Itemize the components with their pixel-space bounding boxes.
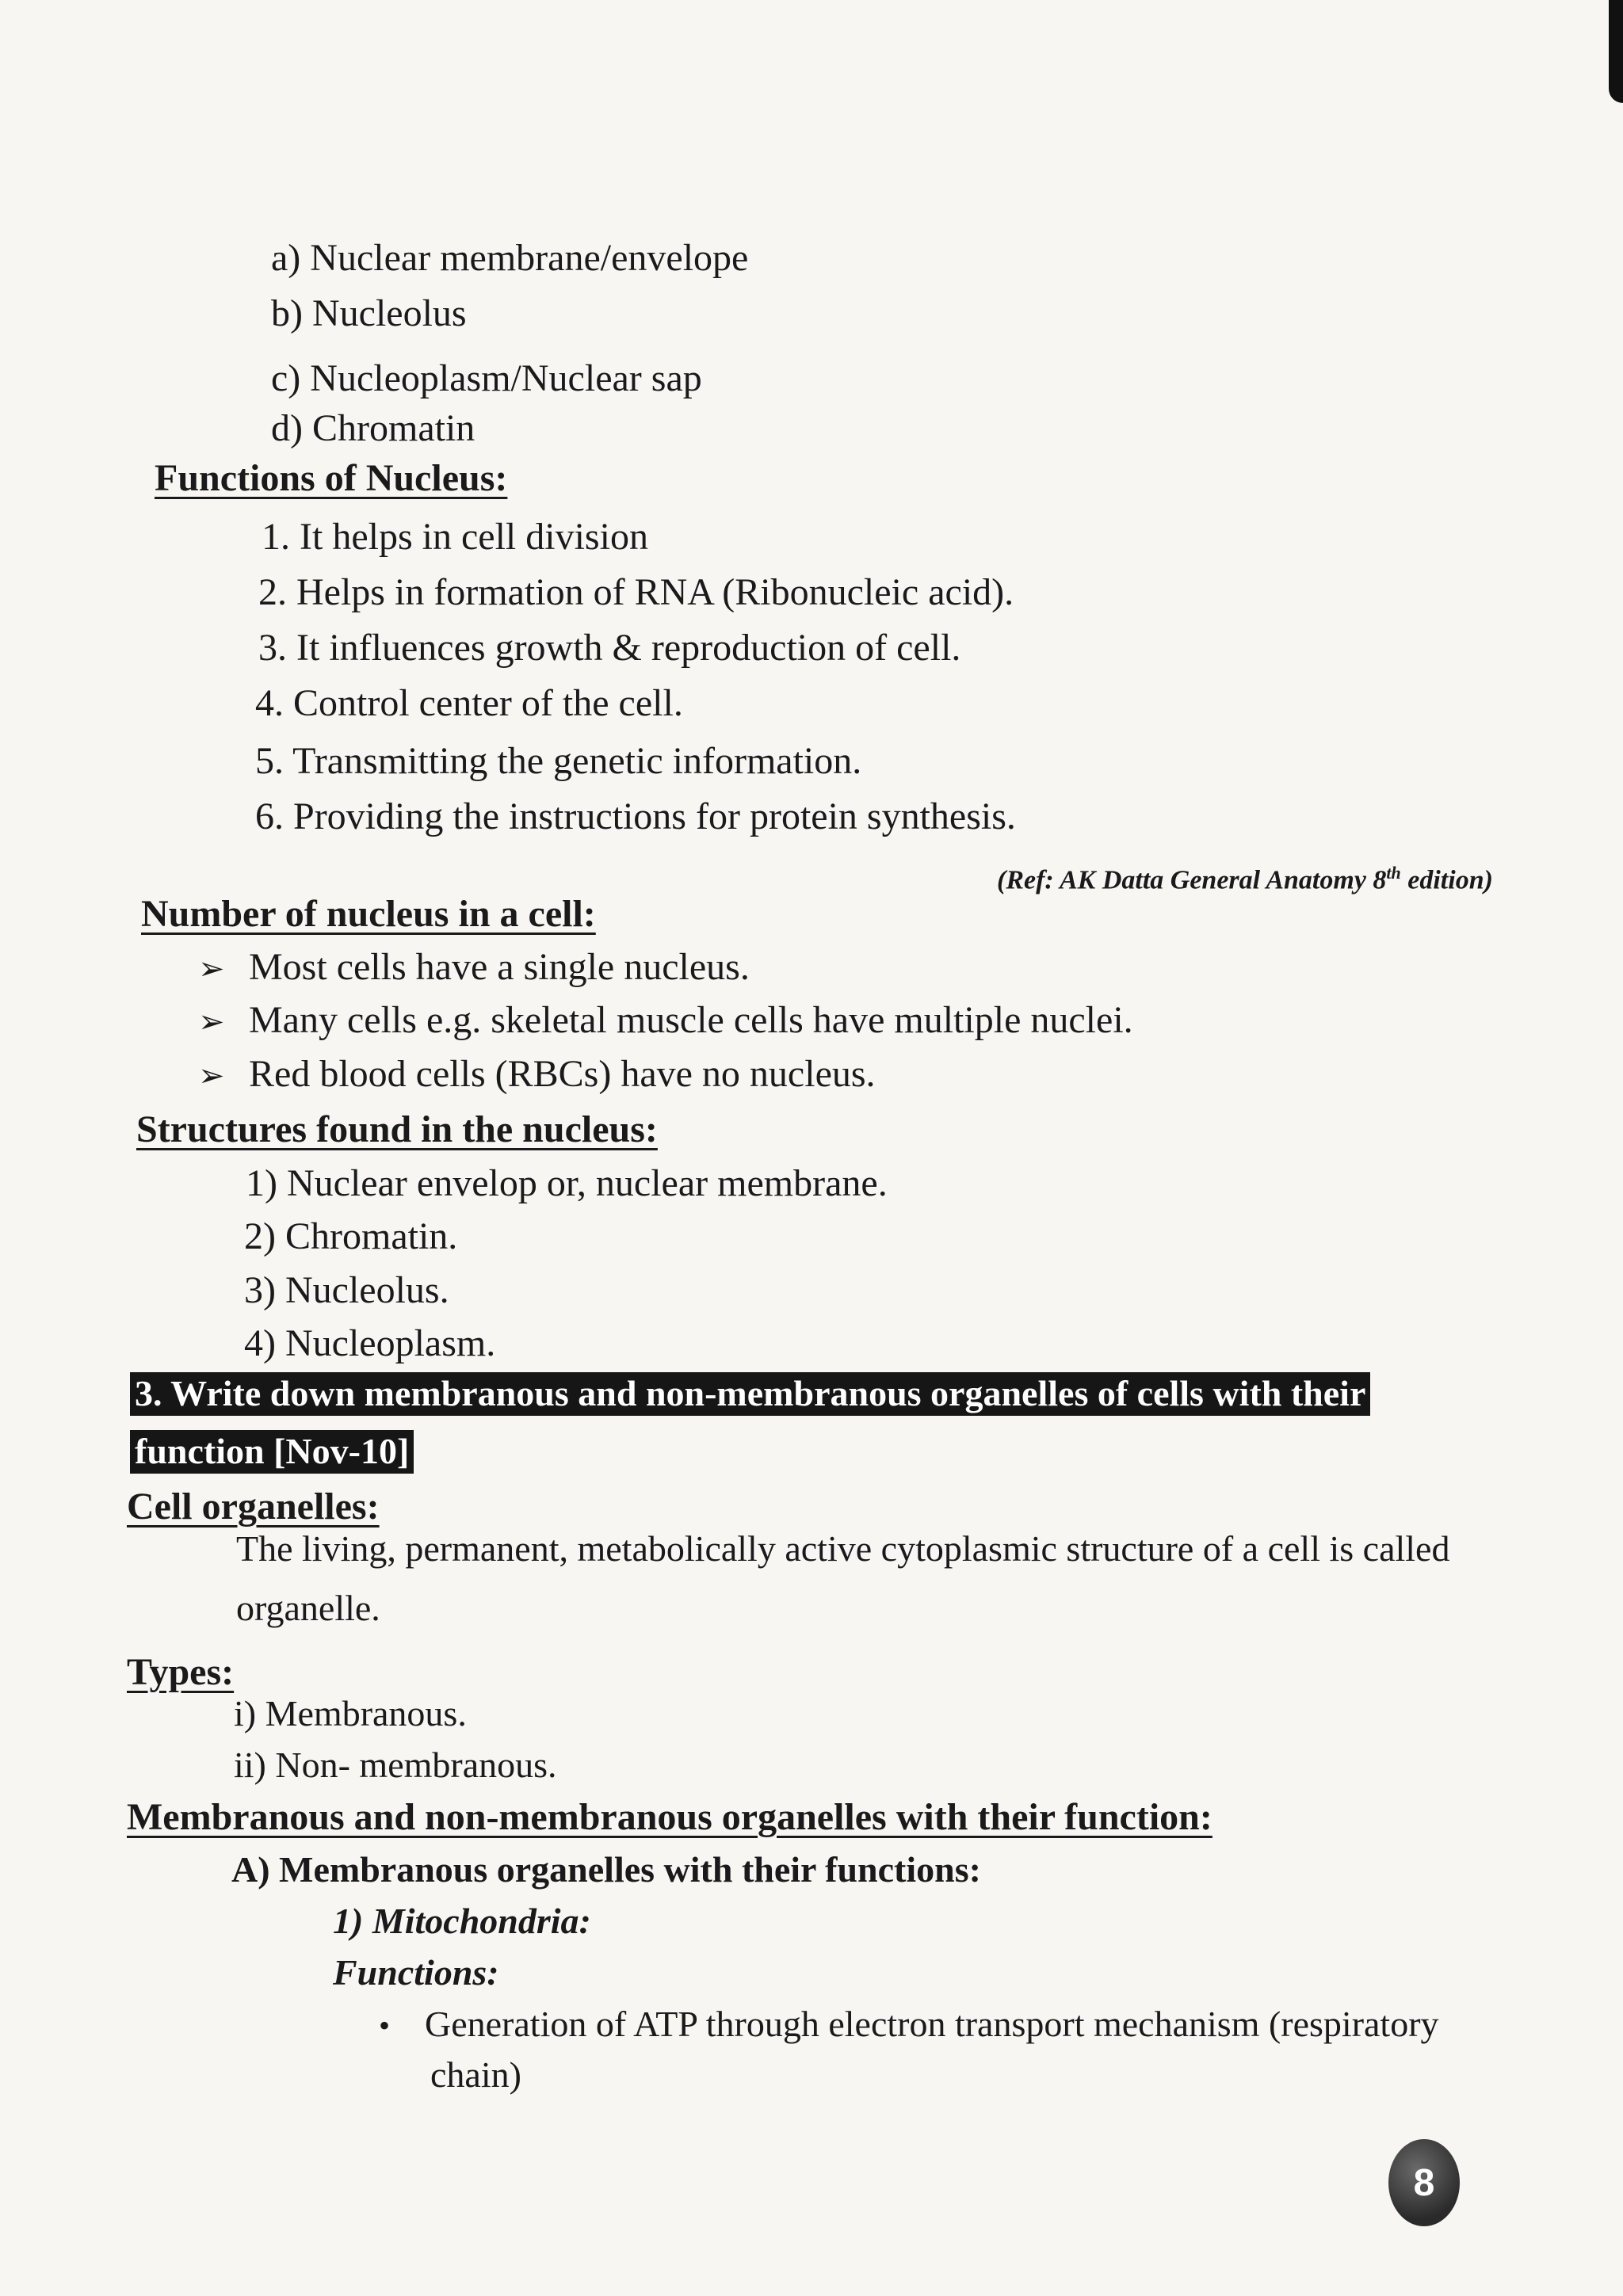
mito-function-line-2: chain) bbox=[430, 2054, 521, 2095]
cell-organelles-heading: Cell organelles: bbox=[127, 1486, 380, 1527]
question-line-2: function [Nov-10] bbox=[130, 1430, 414, 1474]
mito-function-item bbox=[379, 2004, 1439, 2045]
number-item bbox=[198, 947, 750, 989]
mito-function-line-1: Generation of ATP through electron transport mechanism (respiratory bbox=[425, 2004, 1439, 2044]
reference-main: (Ref: AK Datta General Anatomy 8 bbox=[997, 865, 1387, 895]
reference-end: edition) bbox=[1400, 865, 1493, 895]
function-item: 4. Control center of the cell. bbox=[255, 682, 683, 724]
arrow-icon: ➢ bbox=[198, 951, 225, 986]
reference-sup: th bbox=[1386, 863, 1401, 883]
arrow-icon: ➢ bbox=[198, 1058, 225, 1093]
structure-item: 2) Chromatin. bbox=[244, 1215, 458, 1257]
structures-heading: Structures found in the nucleus: bbox=[136, 1108, 658, 1150]
membranous-subheading: A) Membranous organelles with their functions: bbox=[231, 1849, 981, 1890]
number-item-text: Most cells have a single nucleus. bbox=[249, 946, 750, 988]
arrow-icon: ➢ bbox=[198, 1004, 225, 1039]
page-number-badge: 8 bbox=[1388, 2139, 1460, 2226]
structure-item: 3) Nucleolus. bbox=[244, 1269, 449, 1311]
page-edge-mark bbox=[1609, 0, 1623, 103]
nucleus-part-c: c) Nucleoplasm/Nuclear sap bbox=[271, 357, 702, 399]
nucleus-part-b: b) Nucleolus bbox=[271, 292, 467, 334]
definition-line-2: organelle. bbox=[236, 1588, 380, 1628]
number-item-text: Red blood cells (RBCs) have no nucleus. bbox=[249, 1053, 876, 1095]
reference-note bbox=[997, 864, 1493, 895]
function-item: 6. Providing the instructions for protein synthesis. bbox=[255, 795, 1016, 837]
membranous-heading: Membranous and non-membranous organelles with their function: bbox=[127, 1796, 1212, 1838]
functions-label: Functions: bbox=[333, 1952, 499, 1993]
nucleus-part-a: a) Nuclear membrane/envelope bbox=[271, 237, 749, 279]
types-heading: Types: bbox=[127, 1651, 235, 1693]
nucleus-part-d: d) Chromatin bbox=[271, 407, 475, 449]
function-item: 2. Helps in formation of RNA (Ribonucleic acid). bbox=[258, 571, 1014, 613]
number-item bbox=[198, 1054, 876, 1096]
structure-item: 4) Nucleoplasm. bbox=[244, 1322, 496, 1364]
number-heading: Number of nucleus in a cell: bbox=[141, 893, 596, 935]
type-item: ii) Non- membranous. bbox=[234, 1745, 557, 1785]
mitochondria-heading: 1) Mitochondria: bbox=[333, 1901, 591, 1941]
question-line-1: 3. Write down membranous and non-membranous organelles of cells with their bbox=[130, 1372, 1370, 1416]
function-item: 5. Transmitting the genetic information. bbox=[255, 740, 862, 782]
number-item bbox=[198, 1000, 1133, 1042]
bullet-icon: • bbox=[379, 2008, 391, 2043]
type-item: i) Membranous. bbox=[234, 1693, 467, 1733]
number-item-text: Many cells e.g. skeletal muscle cells have multiple nuclei. bbox=[249, 999, 1133, 1041]
functions-heading: Functions of Nucleus: bbox=[155, 457, 508, 499]
definition-line-1: The living, permanent, metabolically active cytoplasmic structure of a cell is called bbox=[236, 1528, 1450, 1569]
function-item: 3. It influences growth & reproduction of cell. bbox=[258, 627, 961, 669]
function-item: 1. It helps in cell division bbox=[262, 516, 648, 558]
structure-item: 1) Nuclear envelop or, nuclear membrane. bbox=[246, 1162, 888, 1204]
